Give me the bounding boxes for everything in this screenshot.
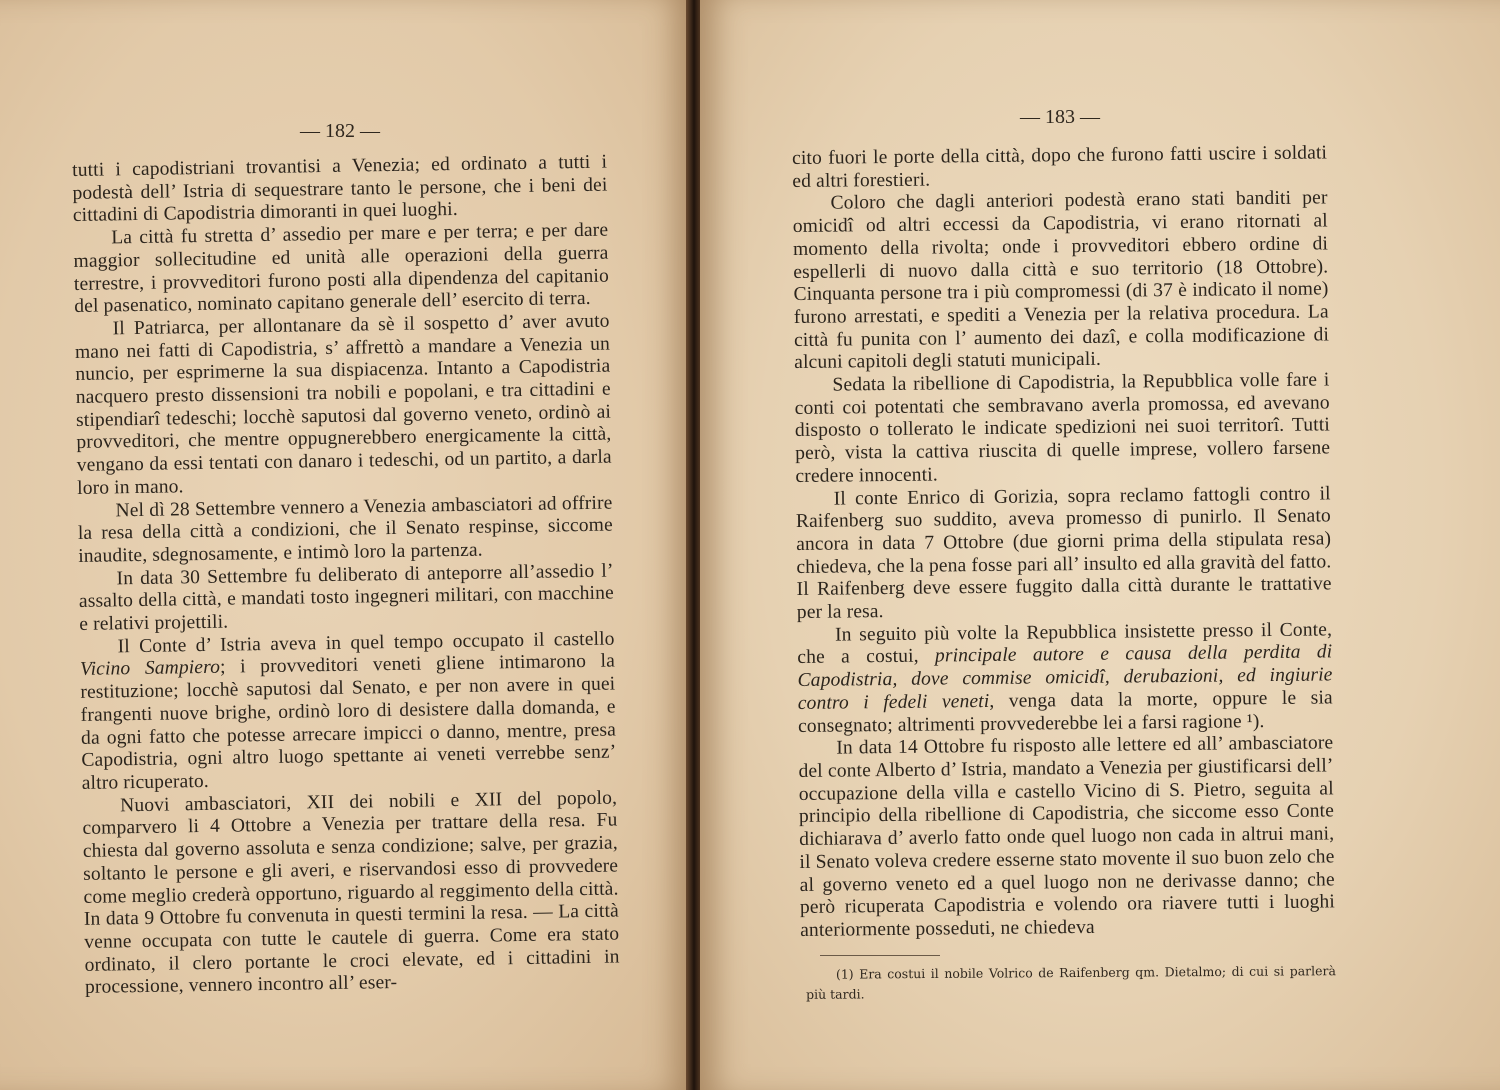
page-body [792, 142, 1335, 942]
page-number: — 182 — [300, 120, 380, 142]
paragraph: Sedata la ribellione di Capodistria, la Repubblica volle fare i conti coi potentati che sembravano averla promossa, ed avevano disposto o tollerato le indicate spedizioni nei suoi territorî. Tutti però, vista la cattiva riuscita di quelle imprese, vollero farsene credere innocenti. [794, 369, 1331, 487]
right-page [700, 0, 1500, 1090]
footnote-divider [820, 955, 940, 956]
paragraph: Il Patriarca, per allontanare da sè il sospetto d’ aver avuto mano nei fatti di Capodistria, s’ affrettò a mandare a Venezia un nuncio, per esprimerne la sua dispiacenza. Intanto a Capodistria nacquero presto dissensioni tra nobili e popolani, e tra cittadini e stipendiarî tedeschi; locchè saputosi dal governo veneto, ordinò ai provveditori, che mentre oppugnerebbero energicamente la città, vengano da essi tentati con danaro i tedeschi, od un partito, a darla loro in mano. [74, 310, 612, 499]
text-run: , venga data la morte, oppure le sia consegnato; altrimenti provvederebbe lei a farsi ragione ¹). [797, 687, 1333, 737]
paragraph: Nuovi ambasciatori, XII dei nobili e XII del popolo, comparvero li 4 Ottobre a Venezia per trattare della resa. Fu chiesta dal governo assoluta e senza condizione; salve, per grazia, soltanto le persone e gli averi, e riservandosi esso di provvedere come meglio crederà opportuno, riguardo al reggimento della città. In data 9 Ottobre fu convenuta in questi termini la resa. — La città venne occupata con tutte le cautele di guerra. Come era stato ordinato, il clero portante le croci elevate, ed i cittadini in processione, vennero incontro all’ eser- [82, 787, 620, 999]
italic-text-run: Vicino Sampiero [79, 657, 221, 681]
text-run: Il Conte d’ Istria aveva in quel tempo occupato il castello [117, 628, 615, 658]
paragraph: tutti i capodistriani trovantisi a Venezia; ed ordinato a tutti i podestà dell’ Istria di sequestrare tanto le persone, che i beni dei cittadini di Capodistria dimoranti in quei luoghi. [72, 151, 608, 227]
paragraph: Nel dì 28 Settembre vennero a Venezia ambasciatori ad offrire la resa della città a condizioni, che il Senato respinse, siccome inaudite, sdegnosamente, e intimò loro la partenza. [77, 492, 613, 567]
paragraph: Coloro che dagli anteriori podestà erano stati banditi per omicidî od altri eccessi da Capodistria, vi erano ritornati al momento della rivolta; onde i provveditori ebbero ordine di espellerli di nuovo dalla città e suo territorio (18 Ottobre). Cinquanta persone tra i più compromessi (di 37 è indicato il nome) furono arrestati, e spediti a Venezia per la relativa procedura. La città fu punita con l’ aumento dei dazî, e colla modificazione di alcuni capitoli degli statuti municipali. [792, 187, 1330, 374]
text-run: ; i provveditori veneti gliene intimarono la restituzione; locchè saputosi dal Senato, e per non avere in quei frangenti nuove brighe, ordinò loro di desistere dalla domanda, e da ogni fatto che potesse arrecare impicci o danno, mentre, presa Capodistria, ogni altro luogo spettante ai veneti verrebbe senz’ altro ricuperato. [80, 651, 617, 794]
paragraph: Il conte Enrico di Gorizia, sopra reclamo fattogli contro il Raifenberg suo suddito, aveva promesso di punirlo. Il Senato ancora in data 7 Ottobre (due giorni prima della stipulata resa) chiedeva, che la pena fosse pari all’ insulto ed alla gravità del fatto. Il Raifenberg deve essere fuggito dalla città durante le trattative per la resa. [795, 482, 1332, 624]
italic-text-run: principale autore e causa della perdita di Capodistria, dove commise omicidî, derubazioni, ed ingiurie contro i fedeli veneti [797, 641, 1333, 714]
page-number: — 183 — [1020, 106, 1100, 128]
footnote [806, 961, 1336, 1005]
paragraph: cito fuori le porte della città, dopo che furono fatti uscire i soldati ed altri forestieri. [792, 142, 1328, 192]
text-run: In seguito più volte la Repubblica insistette presso il Conte, che a costui, [797, 619, 1333, 669]
paragraph [79, 628, 616, 795]
left-page [0, 0, 690, 1090]
paragraph: In data 14 Ottobre fu risposto alle lettere ed all’ ambasciatore del conte Alberto d’ Istria, mandato a Venezia per giustificarsi dell’ occupazione della villa e castello Vicino di S. Pietro, seguita al principio della ribellione di Capodistria, che siccome esso Conte dichiarava d’ averlo fatto onde quel luogo non cada in altrui mani, il Senato voleva credere esserne stato movente il suo buon zelo che al governo veneto ed a quel luogo non ne derivasse danno; che però ricuperata Capodistria e volendo ora riavere tutti i luoghi anteriormente posseduti, ne chiedeva [798, 732, 1336, 941]
paragraph [797, 619, 1333, 738]
paragraph: La città fu stretta d’ assedio per mare e per terra; e per dare maggior sollecitudine ed unità alle operazioni della guerra terrestre, i provveditori furono posti alla dipendenza del capitanio del pasenatico, nominato capitano generale dell’ esercito di terra. [73, 219, 610, 318]
page-body [72, 152, 620, 1000]
footnote-text: (1) Era costui il nobile Volrico de Raifenberg qm. Dietalmo; di cui si parlerà più tardi. [806, 963, 1336, 1002]
paragraph: In data 30 Settembre fu deliberato di anteporre all’assedio l’ assalto della città, e mandati tosto ingegneri militari, con macchine e relativi projettili. [78, 560, 615, 636]
